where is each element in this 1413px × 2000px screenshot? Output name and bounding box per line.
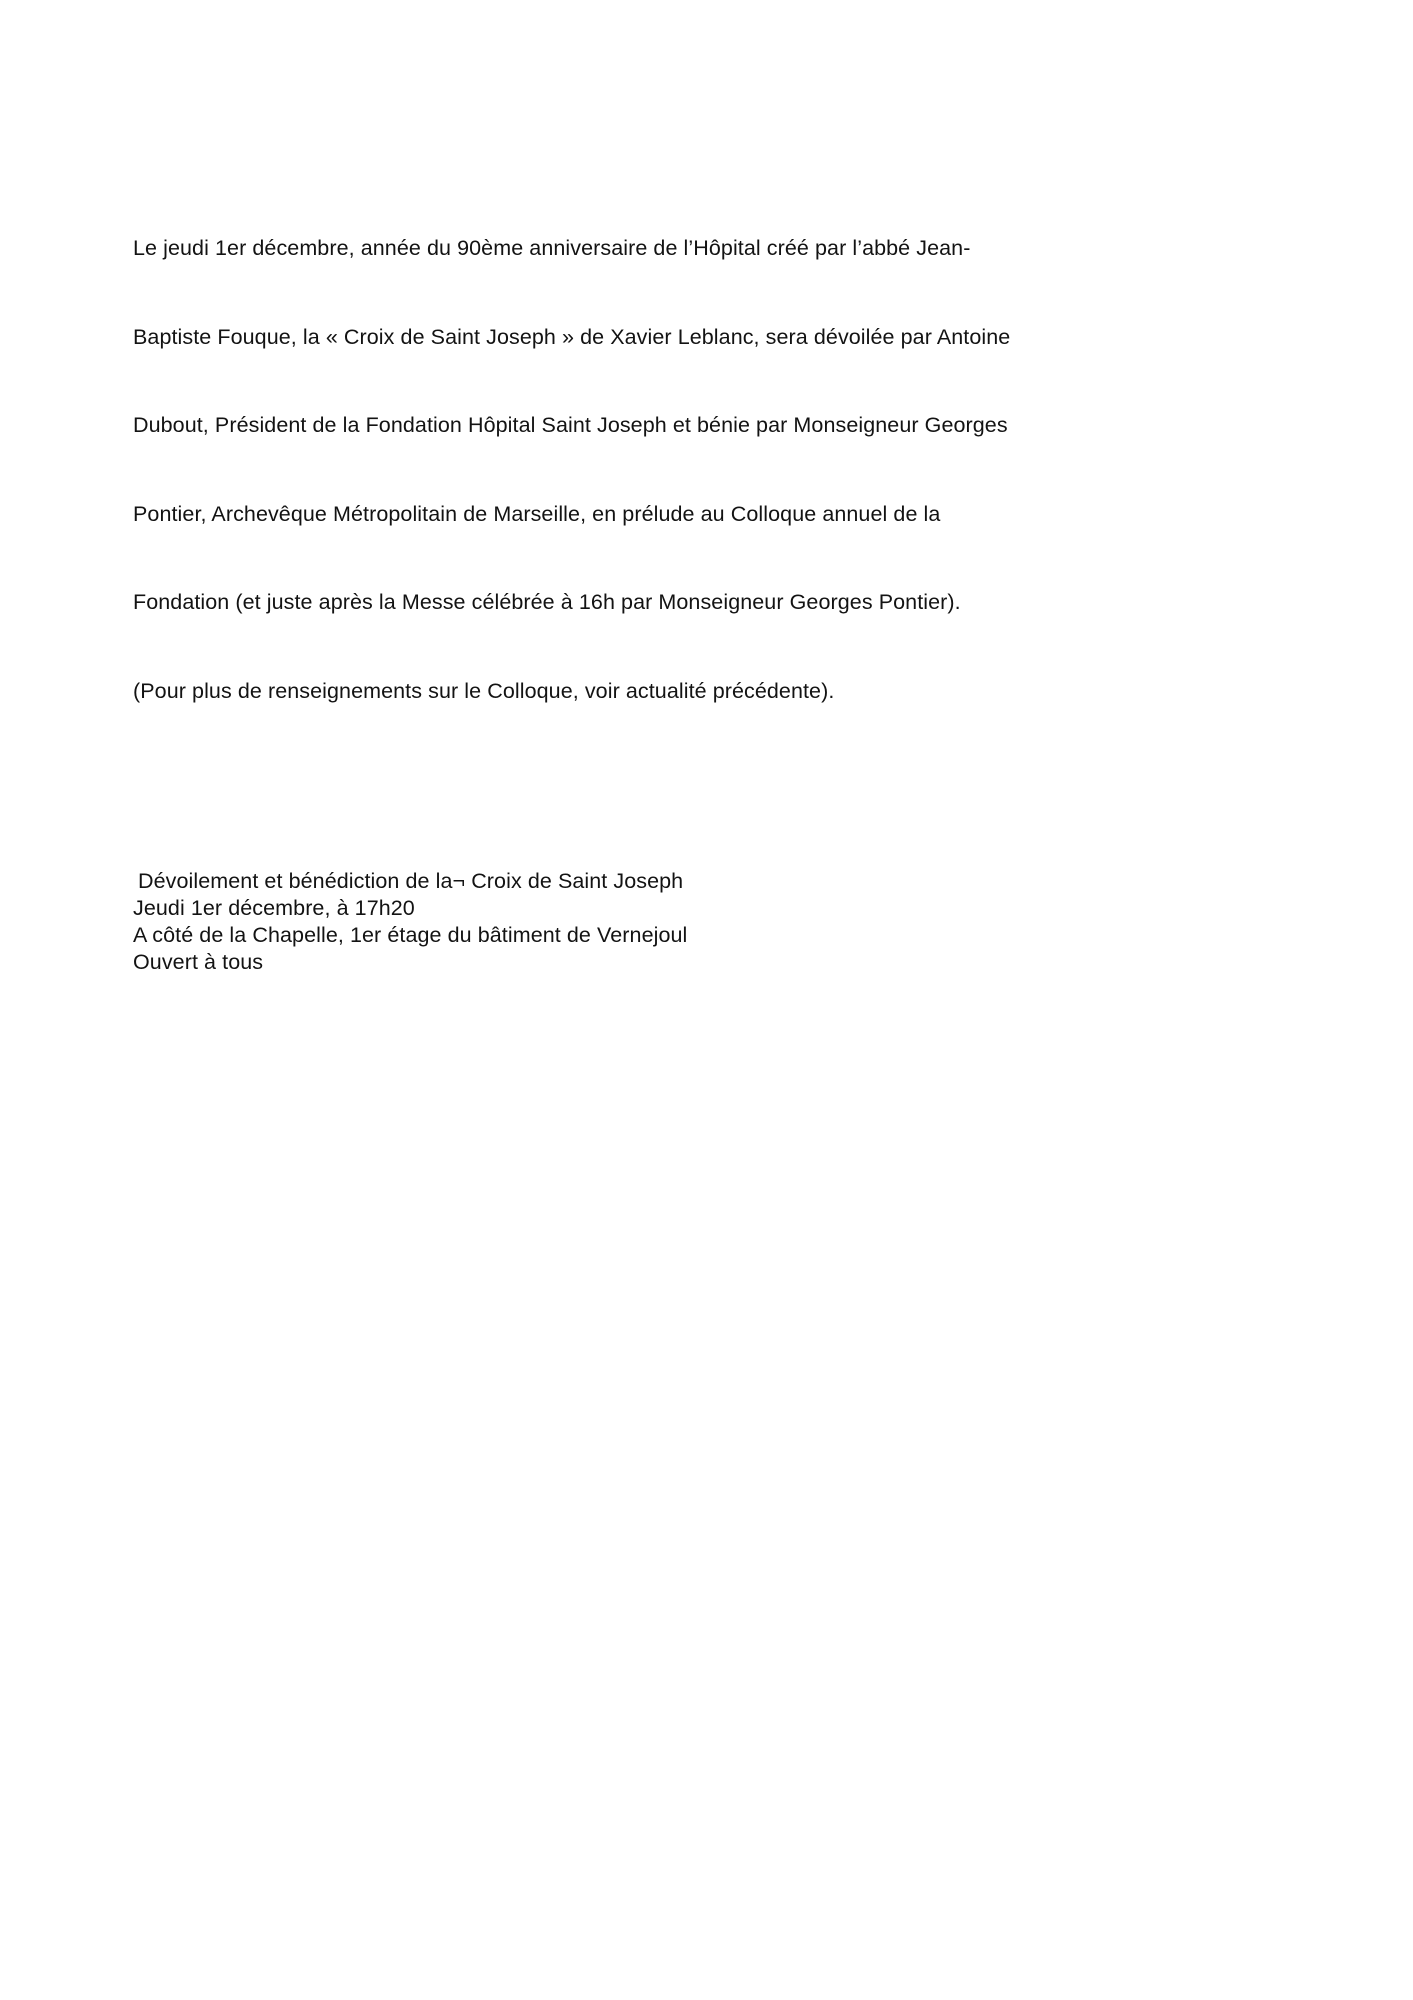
announcement-line: (Pour plus de renseignements sur le Colloque, voir actualité précédente). (133, 678, 835, 703)
event-location-line: A côté de la Chapelle, 1er étage du bâtiment de Vernejoul (133, 923, 688, 947)
document-content (133, 175, 1273, 976)
event-details-block (133, 868, 1273, 976)
paragraph-spacer (133, 765, 1273, 868)
announcement-line: Baptiste Fouque, la « Croix de Saint Joseph » de Xavier Leblanc, sera dévoilée par Antoine (133, 324, 1011, 349)
event-title-line: Dévoilement et bénédiction de la¬ Croix de Saint Joseph (138, 869, 684, 893)
announcement-line: Le jeudi 1er décembre, année du 90ème anniversaire de l’Hôpital créé par l’abbé Jean- (133, 236, 971, 260)
event-date-line: Jeudi 1er décembre, à 17h20 (133, 896, 415, 920)
announcement-line: Pontier, Archevêque Métropolitain de Marseille, en prélude au Colloque annuel de la (133, 501, 941, 526)
announcement-line: Fondation (et juste après la Messe célébrée à 16h par Monseigneur Georges Pontier). (133, 590, 961, 614)
event-access-line: Ouvert à tous (133, 950, 264, 974)
announcement-paragraph (133, 175, 1273, 765)
announcement-line: Dubout, Président de la Fondation Hôpital Saint Joseph et bénie par Monseigneur Georges (133, 413, 1008, 437)
